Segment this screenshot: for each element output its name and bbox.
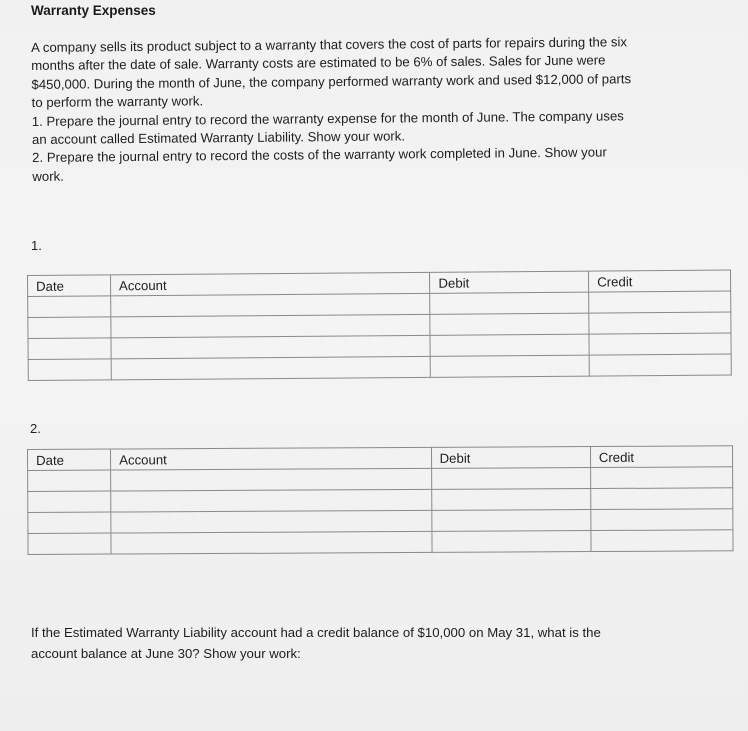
part-2-label: 2. [30, 421, 41, 436]
problem-line: months after the date of sale. Warranty costs are estimated to be 6% of sales. Sales for June were [31, 52, 606, 74]
cell-date[interactable] [28, 512, 111, 533]
cell-debit[interactable] [431, 510, 590, 532]
cell-debit[interactable] [430, 292, 589, 314]
cell-debit[interactable] [431, 468, 590, 490]
cell-date[interactable] [28, 296, 111, 318]
balance-question [31, 622, 721, 664]
cell-date[interactable] [28, 317, 111, 339]
page-title: Warranty Expenses [31, 3, 156, 18]
cell-debit[interactable] [431, 489, 590, 511]
table-row [28, 530, 733, 555]
cell-account[interactable] [111, 335, 431, 359]
problem-line: 1. Prepare the journal entry to record the warranty expense for the month of June. The company uses [31, 107, 624, 129]
cell-date[interactable] [28, 359, 111, 381]
problem-statement [31, 32, 732, 186]
cell-credit[interactable] [589, 354, 731, 376]
table-row [28, 354, 731, 381]
cell-account[interactable] [111, 356, 431, 380]
cell-credit[interactable] [589, 312, 731, 334]
problem-line: to perform the warranty work. [31, 93, 204, 111]
question-line: account balance at June 30? Show your work: [31, 646, 301, 661]
cell-credit[interactable] [591, 509, 733, 531]
cell-credit[interactable] [590, 488, 732, 510]
cell-account[interactable] [111, 468, 432, 491]
cell-date[interactable] [28, 338, 111, 360]
cell-date[interactable] [28, 491, 111, 512]
cell-account[interactable] [111, 293, 431, 317]
question-line: If the Estimated Warranty Liability account had a credit balance of $10,000 on May 31, what is the [31, 625, 601, 640]
journal-table-2 [27, 445, 734, 555]
cell-credit[interactable] [589, 333, 731, 355]
cell-account[interactable] [111, 531, 432, 554]
header-debit: Debit [431, 447, 590, 469]
cell-credit[interactable] [591, 530, 733, 552]
header-debit: Debit [430, 271, 589, 293]
problem-line: 2. Prepare the journal entry to record the costs of the warranty work completed in June. Show your [32, 144, 607, 166]
cell-debit[interactable] [431, 355, 590, 377]
header-credit: Credit [590, 446, 732, 468]
cell-date[interactable] [28, 470, 111, 491]
part-1-label: 1. [31, 238, 42, 253]
cell-debit[interactable] [430, 334, 589, 356]
header-date: Date [28, 275, 111, 297]
header-account: Account [110, 272, 430, 296]
header-date: Date [28, 449, 111, 470]
problem-line: $450,000. During the month of June, the company performed warranty work and used $12,000 of parts [31, 71, 632, 92]
cell-debit[interactable] [430, 313, 589, 335]
cell-credit[interactable] [589, 291, 731, 313]
problem-line: A company sells its product subject to a warranty that covers the cost of parts for repairs during the six [31, 34, 628, 55]
header-account: Account [111, 447, 432, 470]
cell-account[interactable] [111, 489, 432, 512]
journal-table-1 [27, 269, 732, 381]
cell-account[interactable] [111, 510, 432, 533]
cell-account[interactable] [111, 314, 431, 338]
cell-date[interactable] [28, 533, 111, 554]
header-credit: Credit [589, 270, 731, 292]
problem-line: an account called Estimated Warranty Liability. Show your work. [31, 128, 406, 148]
cell-credit[interactable] [590, 467, 732, 489]
problem-line: work. [32, 168, 64, 184]
cell-debit[interactable] [431, 531, 590, 553]
